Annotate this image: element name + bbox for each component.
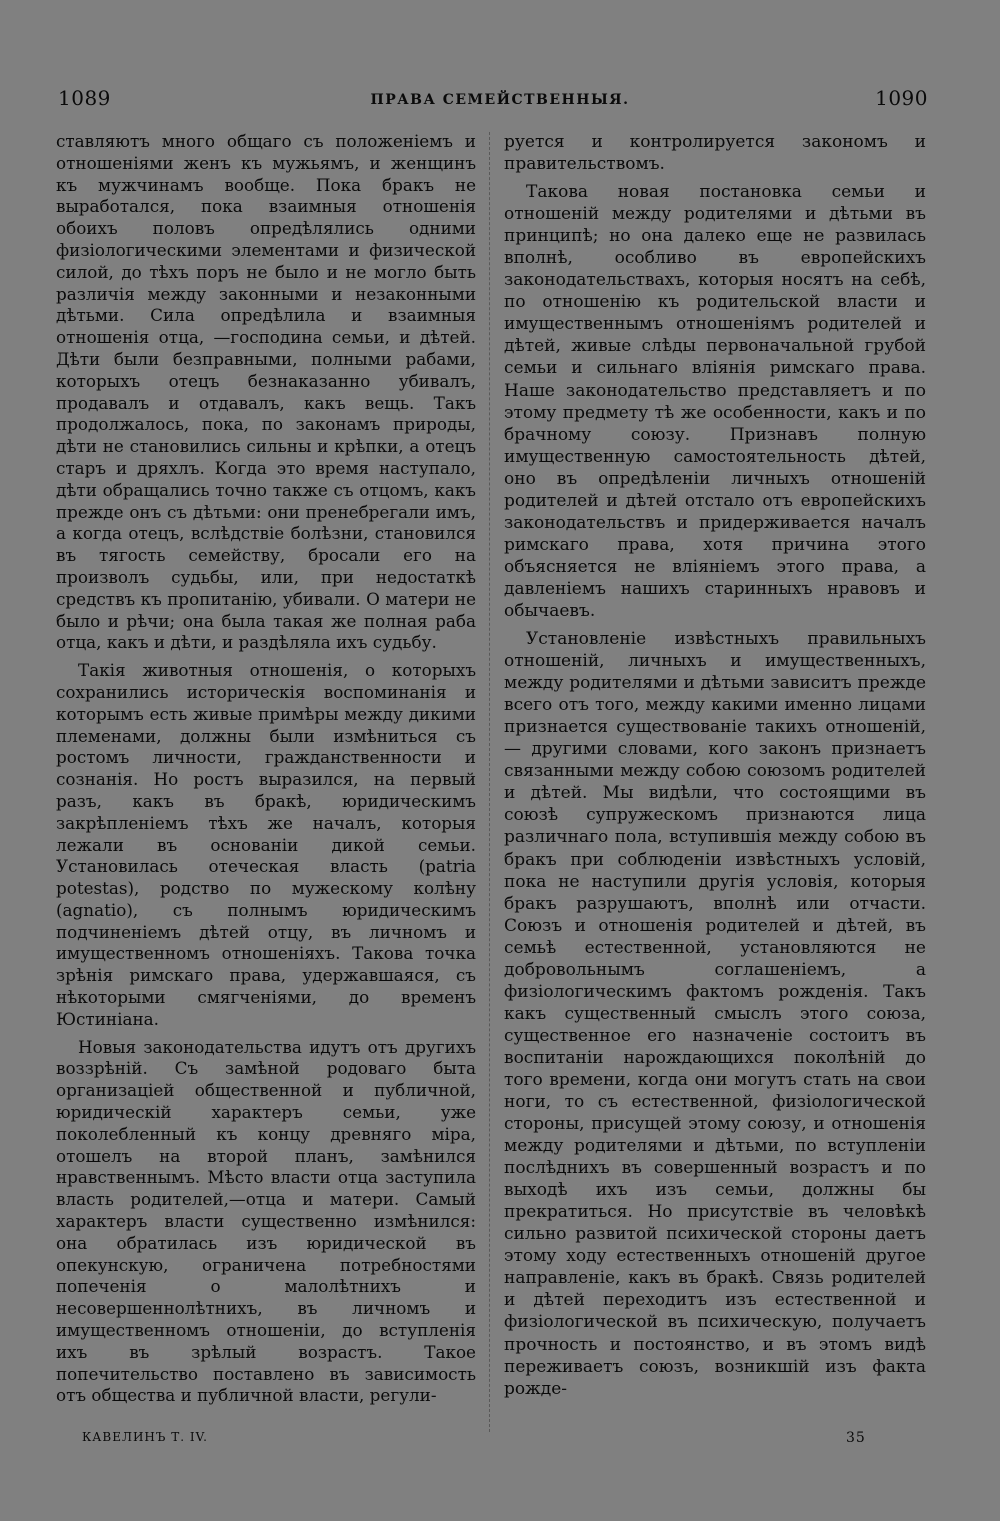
page-number-right: 1090	[875, 86, 928, 110]
page-number-left: 1089	[58, 86, 111, 110]
column-divider	[489, 132, 490, 1432]
paragraph: Установленіе извѣстныхъ правильныхъ отношеній, личныхъ и имущественныхъ, между родителями и дѣтьми зависитъ прежде всего отъ того, между какими именно лицами признается существованіе такихъ отношеній,— другими словами, кого законъ признаетъ связанными между собою союзомъ родителей и дѣтей. Мы видѣли, что состоящими въ союзѣ супружескомъ признаются лица различнаго пола, вступившія между собою въ бракъ при соблюденіи извѣстныхъ условій, пока не наступили другія условія, которыя бракъ разрушаютъ, вполнѣ или отчасти. Союзъ и отношенія родителей и дѣтей, въ семьѣ естественной, установляются не добровольнымъ соглашеніемъ, а физіологическимъ фактомъ рожденія. Такъ какъ существенный смыслъ этого союза, существенное его назначеніе состоитъ въ воспитаніи нарождающихся поколѣній до того времени, когда они могутъ стать на свои ноги, то съ естественной, физіологической стороны, присущей этому союзу, и отношенія между родителями и дѣтьми, по вступленіи послѣднихъ въ совершенный возрастъ и по выходѣ ихъ изъ семьи, должны бы прекратиться. Но присутствіе въ человѣкѣ сильно развитой психической стороны даетъ этому ходу естественныхъ отношеній другое направленіе, какъ въ бракѣ. Связь родителей и дѣтей переходитъ изъ естественной и физіологической въ психическую, получаетъ прочность и постоянство, и въ этомъ видѣ переживаетъ союзъ, возникшій изъ факта рожде-	[504, 629, 926, 1399]
paragraph: Такова новая постановка семьи и отношеній между родителями и дѣтьми въ принципѣ; но она далеко еще не развилась вполнѣ, особливо въ европейскихъ законодательствахъ, которыя носятъ на себѣ, по отношенію къ родительской власти и имущественнымъ отношеніямъ родителей и дѣтей, живые слѣды первоначальной грубой семьи и сильнаго вліянія римскаго права. Наше законодательство представляетъ и по этому предмету тѣ же особенности, какъ и по брачному союзу. Признавъ полную имущественную самостоятельность дѣтей, оно въ опредѣленіи личныхъ отношеній родителей и дѣтей отстало отъ европейскихъ законодательствъ и придерживается началъ римскаго права, хотя причина этого объясняется не вліяніемъ этого права, а давленіемъ нашихъ старинныхъ нравовъ и обычаевъ.	[504, 182, 926, 621]
paragraph: Новыя законодательства идутъ отъ другихъ воззрѣній. Съ замѣной родоваго быта организаціей общественной и публичной, юридическій характеръ семьи, уже поколебленный къ концу древняго міра, отошелъ на второй планъ, замѣнился нравственнымъ. Мѣсто власти отца заступила власть родителей,—отца и матери. Самый характеръ власти существенно измѣнился: она обратилась изъ юридической въ опекунскую, ограничена потребностями попеченія о малолѣтнихъ и несовершеннолѣтнихъ, въ личномъ и имущественномъ отношеніи, до вступленія ихъ въ зрѣлый возрастъ. Такое попечительство поставлено въ зависимость отъ общества и публичной власти, регули-	[56, 1036, 476, 1406]
signature-mark: КАВЕЛИНЪ Т. IV.	[82, 1430, 208, 1444]
sheet-number: 35	[846, 1430, 866, 1446]
running-title: ПРАВА СЕМЕЙСТВЕННЫЯ.	[370, 92, 630, 108]
left-column	[56, 131, 476, 1407]
paragraph: руется и контролируется закономъ и правительствомъ.	[504, 132, 926, 175]
paragraph: ставляютъ много общаго съ положеніемъ и отношеніями женъ къ мужьямъ, и женщинъ къ мужчинамъ вообще. Пока бракъ не выработался, пока взаимныя отношенія обоихъ половъ опредѣлялись одними физіологическими элементами и физической силой, до тѣхъ поръ не было и не могло быть различія между законными и незаконными дѣтьми. Сила опредѣлила и взаимныя отношенія отца, —господина семьи, и дѣтей. Дѣти были безправными, полными рабами, которыхъ отецъ безнаказанно убивалъ, продавалъ и отдавалъ, какъ вещь. Такъ продолжалось, пока, по законамъ природы, дѣти не становились сильны и крѣпки, а отецъ старъ и дряхлъ. Когда это время наступало, дѣти обращались точно также съ отцомъ, какъ прежде онъ съ дѣтьми: они пренебрегали имъ, а когда отецъ, вслѣдствіе болѣзни, становился въ тягость семейству, бросали его на произволъ судьбы, или, при недостаткѣ средствъ къ пропитанію, убивали. О матери не было и рѣчи; она была такая же полная раба отца, какъ и дѣти, и раздѣляла ихъ судьбу.	[56, 131, 476, 653]
right-column	[504, 131, 926, 1400]
paragraph: Такія животныя отношенія, о которыхъ сохранились историческія воспоминанія и которымъ есть живые примѣры между дикими племенами, должны были измѣниться съ ростомъ личности, гражданственности и сознанія. Но ростъ выразился, на первый разъ, какъ въ бракѣ, юридическимъ закрѣпленіемъ тѣхъ же началъ, которыя лежали въ основаніи дикой семьи. Установилась отеческая власть (patria potestas), родство по мужескому колѣну (agnatio), съ полнымъ юридическимъ подчиненіемъ дѣтей отцу, въ личномъ и имущественномъ отношеніяхъ. Такова точка зрѣнія римскаго права, удержавшаяся, съ нѣкоторыми смягченіями, до временъ Юстиніана.	[56, 660, 476, 1029]
